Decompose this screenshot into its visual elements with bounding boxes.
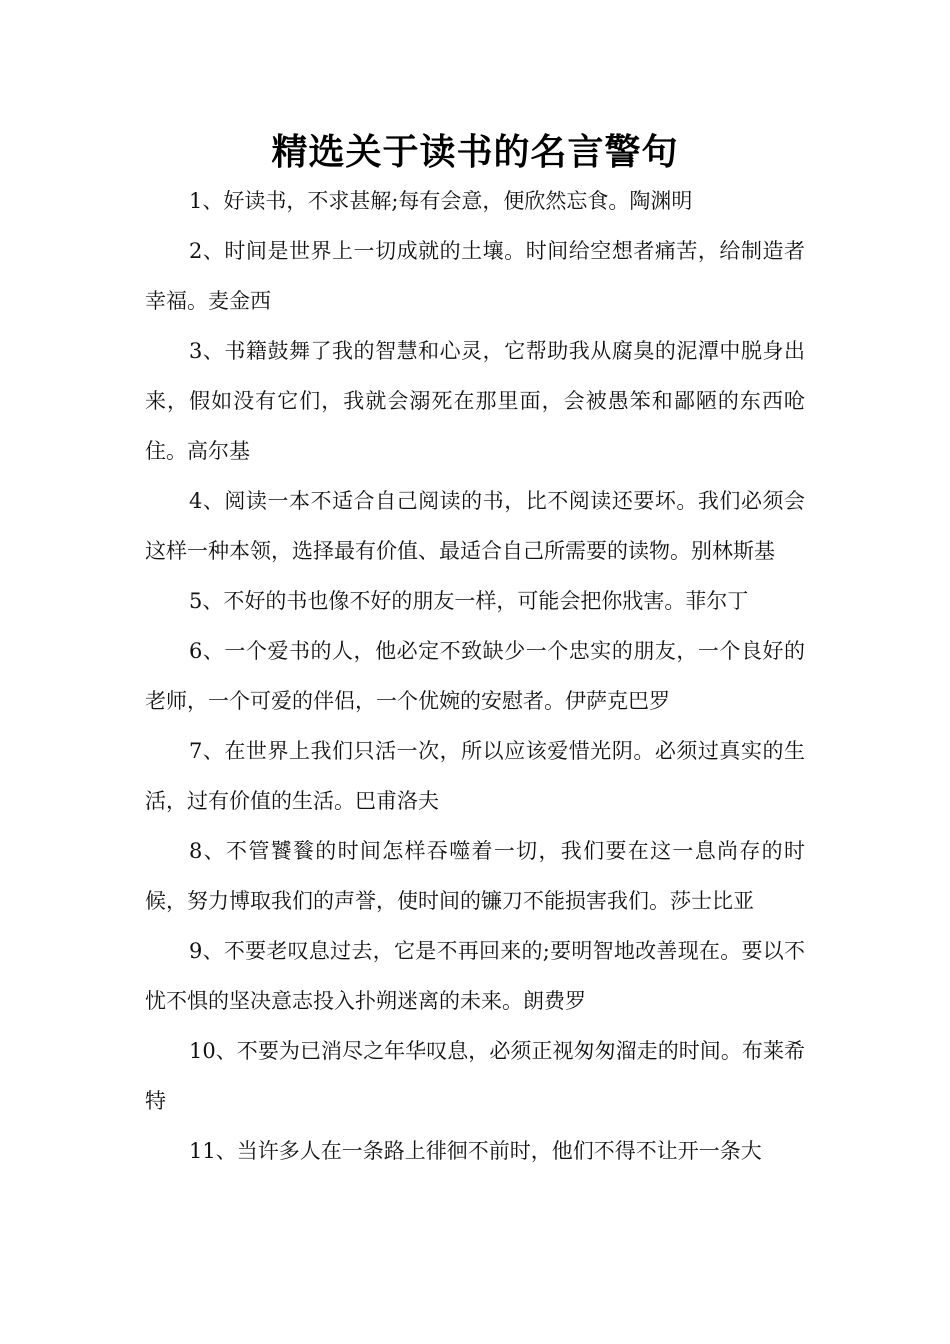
quote-item: 3、书籍鼓舞了我的智慧和心灵，它帮助我从腐臭的泥潭中脱身出来，假如没有它们，我就会溺死在那里面，会被愚笨和鄙陋的东西呛住。高尔基 — [145, 339, 805, 463]
quote-list — [145, 176, 805, 1176]
quote-item: 2、时间是世界上一切成就的土壤。时间给空想者痛苦，给制造者幸福。麦金西 — [145, 239, 805, 313]
quote-item: 6、一个爱书的人，他必定不致缺少一个忠实的朋友，一个良好的老师，一个可爱的伴侣，一个优婉的安慰者。伊萨克巴罗 — [145, 639, 805, 713]
quote-item: 10、不要为已消尽之年华叹息，必须正视匆匆溜走的时间。布莱希特 — [145, 1039, 805, 1113]
quote-item: 11、当许多人在一条路上徘徊不前时，他们不得不让开一条大 — [189, 1139, 762, 1163]
quote-item: 5、不好的书也像不好的朋友一样，可能会把你戕害。菲尔丁 — [189, 589, 749, 613]
quote-item: 4、阅读一本不适合自己阅读的书，比不阅读还要坏。我们必须会这样一种本领，选择最有价值、最适合自己所需要的读物。别林斯基 — [145, 489, 805, 563]
quote-item: 7、在世界上我们只活一次，所以应该爱惜光阴。必须过真实的生活，过有价值的生活。巴甫洛夫 — [145, 739, 805, 813]
quote-item: 8、不管饕餮的时间怎样吞噬着一切，我们要在这一息尚存的时候，努力博取我们的声誉，使时间的镰刀不能损害我们。莎士比亚 — [145, 839, 805, 913]
document-title: 精选关于读书的名言警句 — [271, 132, 679, 173]
quote-item: 9、不要老叹息过去，它是不再回来的;要明智地改善现在。要以不忧不惧的坚决意志投入扑朔迷离的未来。朗费罗 — [145, 939, 805, 1013]
quote-item: 1、好读书，不求甚解;每有会意，便欣然忘食。陶渊明 — [189, 189, 693, 213]
